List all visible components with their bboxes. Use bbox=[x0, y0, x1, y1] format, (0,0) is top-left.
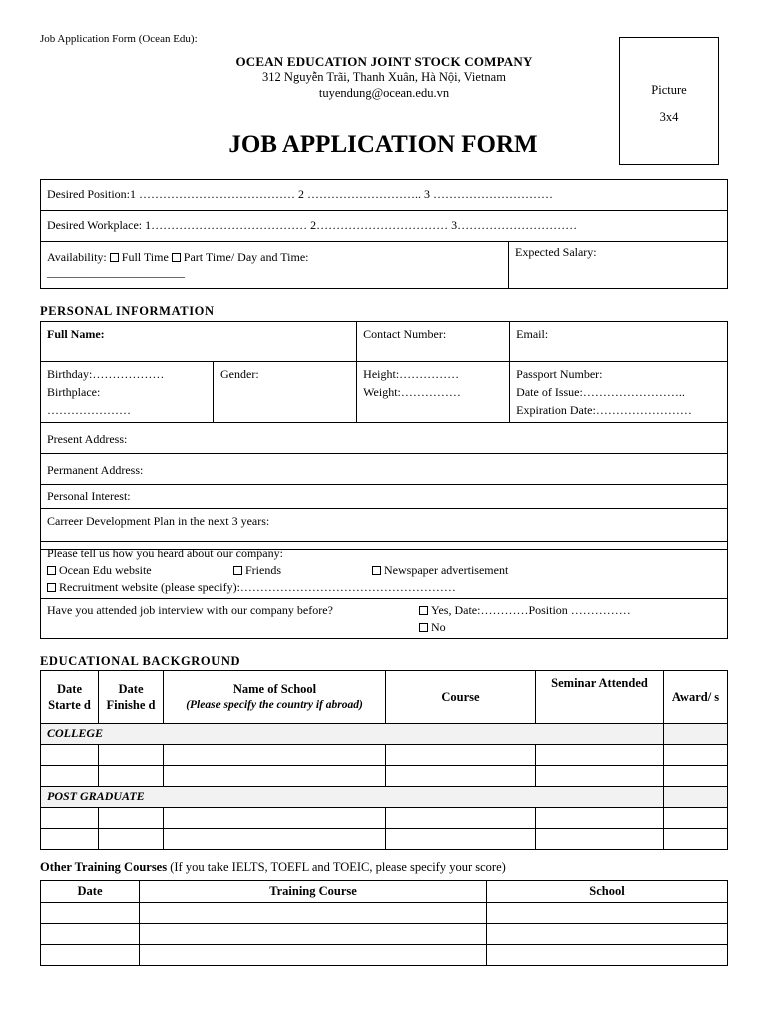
full-time-checkbox[interactable] bbox=[110, 253, 119, 262]
contact-number-field[interactable]: Contact Number: bbox=[357, 322, 510, 362]
recruitment-website-checkbox[interactable] bbox=[47, 583, 56, 592]
table-cell[interactable] bbox=[99, 829, 164, 850]
passport-field[interactable] bbox=[510, 362, 728, 423]
date-of-issue-label: Date of Issue:…………………….. bbox=[516, 385, 685, 399]
part-time-checkbox[interactable] bbox=[172, 253, 181, 262]
table-cell[interactable] bbox=[164, 829, 386, 850]
education-section-title: EDUCATIONAL BACKGROUND bbox=[40, 654, 241, 668]
interview-yes-checkbox[interactable] bbox=[419, 606, 428, 615]
table-row bbox=[41, 903, 728, 924]
height-label: Height:…………… bbox=[363, 367, 460, 381]
height-weight-field[interactable] bbox=[357, 362, 510, 423]
photo-box[interactable] bbox=[619, 37, 719, 165]
newspaper-label: Newspaper advertisement bbox=[384, 563, 509, 577]
table-cell[interactable] bbox=[99, 808, 164, 829]
table-cell[interactable] bbox=[664, 745, 728, 766]
page-title: JOB APPLICATION FORM bbox=[228, 131, 538, 158]
source-box bbox=[40, 541, 728, 599]
friends-label: Friends bbox=[245, 563, 281, 577]
table-cell[interactable] bbox=[140, 903, 487, 924]
col-school: School bbox=[487, 881, 728, 903]
email-field[interactable]: Email: bbox=[510, 322, 728, 362]
table-cell[interactable] bbox=[664, 829, 728, 850]
col-seminar: Seminar Attended bbox=[536, 671, 664, 724]
table-row bbox=[41, 829, 728, 850]
friends-checkbox[interactable] bbox=[233, 566, 242, 575]
interview-box bbox=[40, 598, 728, 639]
training-table bbox=[40, 880, 728, 966]
table-cell[interactable] bbox=[386, 745, 536, 766]
table-cell[interactable] bbox=[664, 766, 728, 787]
training-label-note: (If you take IELTS, TOEFL and TOEIC, please specify your score) bbox=[167, 860, 506, 874]
table-cell[interactable] bbox=[41, 903, 140, 924]
table-cell[interactable] bbox=[487, 903, 728, 924]
personal-section-title: PERSONAL INFORMATION bbox=[40, 304, 215, 318]
present-address-field[interactable]: Present Address: bbox=[41, 423, 728, 454]
table-cell[interactable] bbox=[536, 808, 664, 829]
photo-label: Picture bbox=[651, 83, 687, 97]
photo-size: 3x4 bbox=[659, 110, 679, 124]
table-cell[interactable] bbox=[487, 945, 728, 966]
desired-workplace-field[interactable]: Desired Workplace: 1………………………………… 2…………………………… 3………………………… bbox=[41, 211, 728, 242]
desired-position-field[interactable]: Desired Position:1 ………………………………… 2 ……………………….. 3 ………………………… bbox=[41, 180, 728, 211]
table-cell[interactable] bbox=[99, 745, 164, 766]
table-cell[interactable] bbox=[386, 808, 536, 829]
table-cell[interactable] bbox=[41, 808, 99, 829]
table-cell[interactable] bbox=[487, 924, 728, 945]
col-course: Course bbox=[386, 671, 536, 724]
passport-number-label: Passport Number: bbox=[516, 367, 603, 381]
table-cell[interactable] bbox=[140, 924, 487, 945]
company-address: 312 Nguyễn Trãi, Thanh Xuân, Hà Nội, Vietnam bbox=[262, 70, 506, 84]
full-name-field[interactable]: Full Name: bbox=[41, 322, 357, 362]
company-email: tuyendung@ocean.edu.vn bbox=[318, 86, 450, 100]
interview-no-checkbox[interactable] bbox=[419, 623, 428, 632]
birth-field[interactable] bbox=[41, 362, 214, 423]
col-date-finished: Date Finishe d bbox=[99, 671, 164, 724]
permanent-address-field[interactable]: Permanent Address: bbox=[41, 454, 728, 485]
table-cell[interactable] bbox=[664, 808, 728, 829]
table-cell[interactable] bbox=[386, 766, 536, 787]
birthplace-dots: ………………… bbox=[47, 403, 131, 417]
career-plan-field[interactable]: Carreer Development Plan in the next 3 years: bbox=[41, 509, 728, 550]
table-row bbox=[41, 808, 728, 829]
ocean-website-checkbox[interactable] bbox=[47, 566, 56, 575]
table-cell[interactable] bbox=[41, 829, 99, 850]
table-cell[interactable] bbox=[41, 745, 99, 766]
table-row bbox=[41, 924, 728, 945]
col-date-started: Date Starte d bbox=[41, 671, 99, 724]
recruitment-website-label: Recruitment website (please specify):……………………………………………… bbox=[59, 580, 456, 594]
availability-field[interactable] bbox=[41, 242, 509, 289]
ocean-website-label: Ocean Edu website bbox=[59, 563, 152, 577]
expected-salary-field[interactable]: Expected Salary: bbox=[509, 242, 728, 289]
col-name-of-school bbox=[164, 671, 386, 724]
table-cell[interactable] bbox=[99, 766, 164, 787]
gender-field[interactable]: Gender: bbox=[214, 362, 357, 423]
col-awards: Award/ s bbox=[664, 671, 728, 724]
education-table bbox=[40, 670, 728, 850]
training-label bbox=[40, 860, 506, 875]
part-time-label: Part Time/ Day and Time: bbox=[183, 250, 309, 264]
group-college: COLLEGE bbox=[41, 724, 664, 745]
table-cell[interactable] bbox=[41, 924, 140, 945]
table-cell[interactable] bbox=[41, 766, 99, 787]
weight-label: Weight:…………… bbox=[363, 385, 461, 399]
interview-question: Have you attended job interview with our company before? bbox=[47, 603, 333, 617]
personal-interest-field[interactable]: Personal Interest: bbox=[41, 485, 728, 509]
table-cell[interactable] bbox=[164, 745, 386, 766]
availability-label: Availability: bbox=[47, 250, 107, 264]
table-cell[interactable] bbox=[386, 829, 536, 850]
group-college-cell bbox=[664, 724, 728, 745]
expiration-date-label: Expiration Date:…………………… bbox=[516, 403, 692, 417]
table-row bbox=[41, 745, 728, 766]
birthday-label: Birthday:……………… bbox=[47, 367, 165, 381]
source-question: Please tell us how you heard about our company: bbox=[47, 546, 283, 560]
col-date: Date bbox=[41, 881, 140, 903]
col-name-of-school-note: (Please specify the country if abroad) bbox=[186, 699, 363, 711]
group-post-graduate-cell bbox=[664, 787, 728, 808]
newspaper-checkbox[interactable] bbox=[372, 566, 381, 575]
col-training-course: Training Course bbox=[140, 881, 487, 903]
table-cell[interactable] bbox=[536, 829, 664, 850]
job-preferences-table bbox=[40, 179, 728, 289]
table-row bbox=[41, 766, 728, 787]
table-cell[interactable] bbox=[536, 766, 664, 787]
company-name: OCEAN EDUCATION JOINT STOCK COMPANY bbox=[235, 54, 533, 69]
full-time-label: Full Time bbox=[121, 250, 169, 264]
table-cell[interactable] bbox=[536, 745, 664, 766]
interview-no-label: No bbox=[431, 620, 446, 634]
training-label-bold: Other Training Courses bbox=[40, 860, 168, 874]
table-cell[interactable] bbox=[164, 808, 386, 829]
birthplace-label: Birthplace: bbox=[47, 385, 101, 399]
table-cell[interactable] bbox=[164, 766, 386, 787]
interview-yes-label: Yes, Date:…………Position …………… bbox=[431, 603, 631, 617]
table-cell[interactable] bbox=[41, 945, 140, 966]
group-post-graduate: POST GRADUATE bbox=[41, 787, 664, 808]
personal-info-table bbox=[40, 321, 728, 550]
table-cell[interactable] bbox=[140, 945, 487, 966]
form-note: Job Application Form (Ocean Edu): bbox=[40, 33, 198, 45]
table-row bbox=[41, 945, 728, 966]
availability-line: _______________________ bbox=[47, 265, 185, 279]
col-name-of-school-title: Name of School bbox=[232, 682, 317, 696]
